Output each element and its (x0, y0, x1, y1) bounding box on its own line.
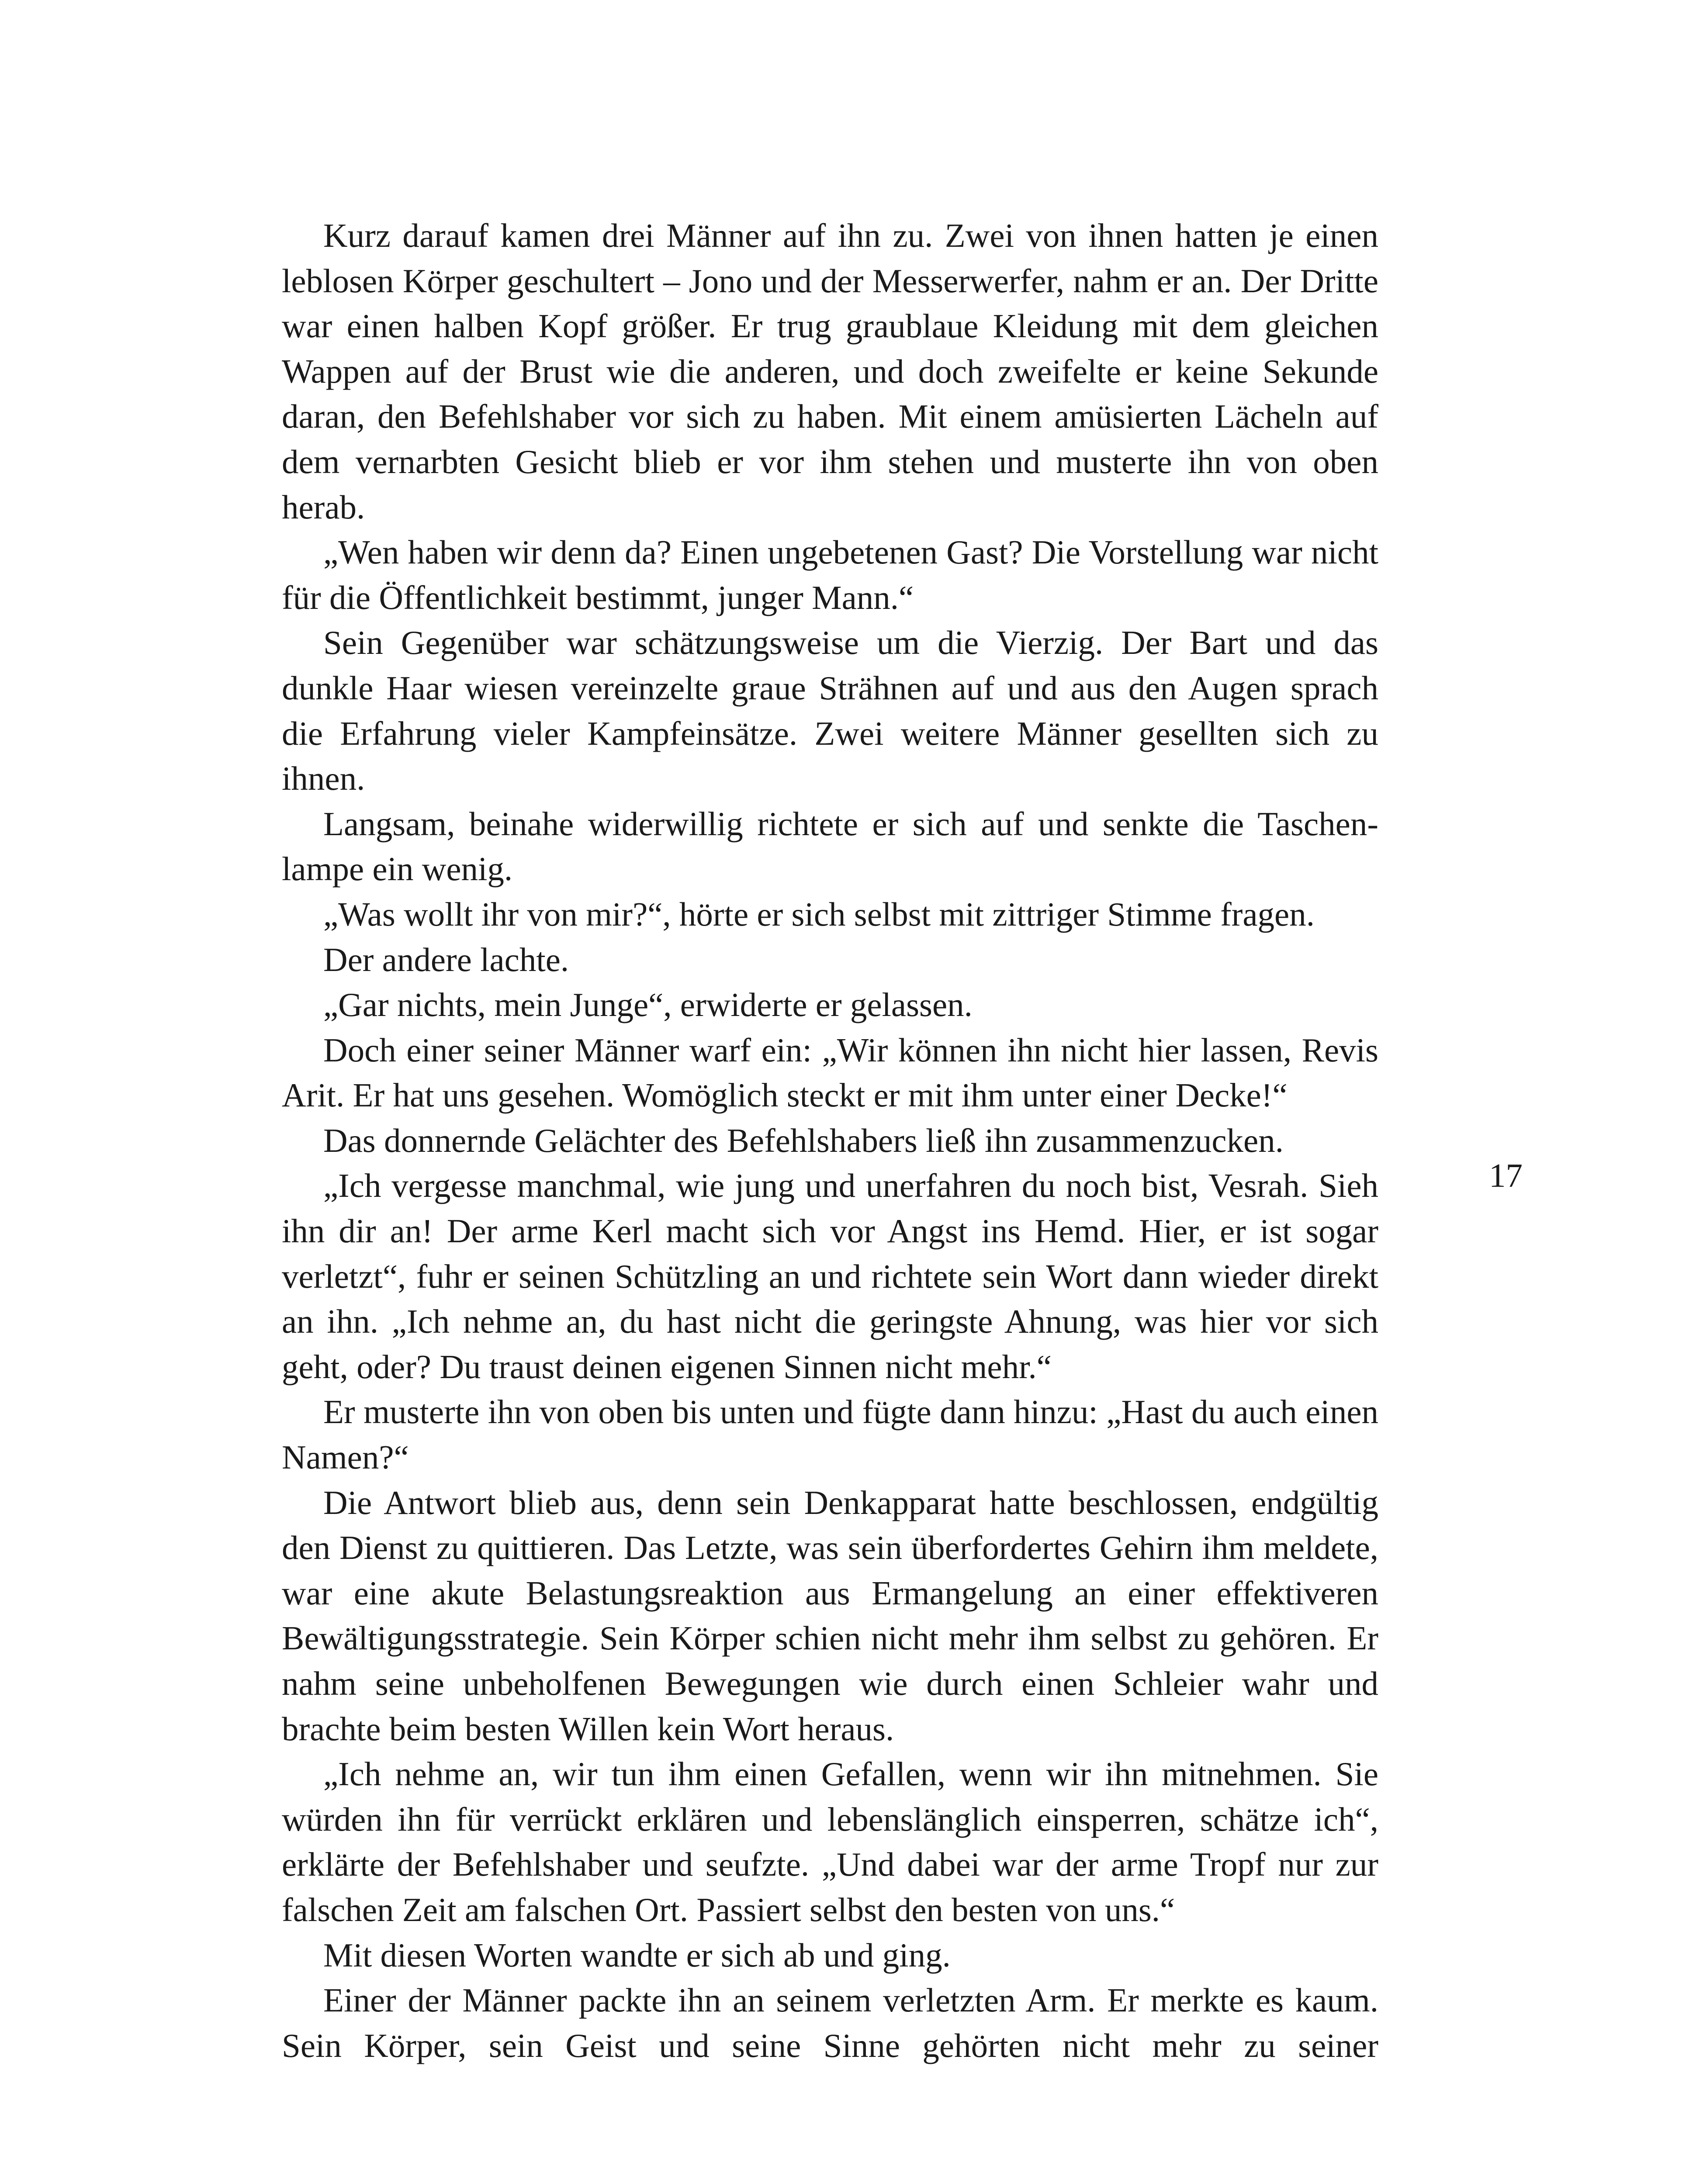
paragraph: Sein Gegenüber war schätzungsweise um die Vierzig. Der Bart und das dunkle Haar wiesen vereinzelte graue Strähnen auf und aus den Augen sprach die Erfahrung vieler Kampfeinsätze. Zwei weitere Männer gesellten sich zu ihnen. (282, 624, 1378, 798)
paragraph: „Ich nehme an, wir tun ihm einen Gefallen, wenn wir ihn mitnehmen. Sie würden ihn für verrückt erklären und lebenslänglich einsperren, schätze ich“, erklärte der Befehlshaber und seufzte. „Und dabei war der arme Tropf nur zur falschen Zeit am falschen Ort. Passiert selbst den besten von uns.“ (282, 1755, 1378, 1928)
paragraph: Langsam, beinahe widerwillig richtete er sich auf und senkte die Taschenlampe ein wenig. (282, 805, 1378, 888)
page-number: 17 (1489, 1157, 1523, 1194)
paragraph: Die Antwort blieb aus, denn sein Denkapparat hatte beschlossen, endgültig den Dienst zu quittieren. Das Letzte, was sein überfordertes Gehirn ihm meldete, war eine akute Belastungsreaktion aus Ermangelung an einer effektiveren Bewältigungsstrategie. Sein Körper schien nicht mehr ihm selbst zu gehören. Er nahm seine unbeholfenen Bewegungen wie durch einen Schleier wahr und brachte beim besten Willen kein Wort heraus. (282, 1483, 1378, 1748)
paragraph: „Wen haben wir denn da? Einen ungebetenen Gast? Die Vorstellung war nicht für die Öffentlichkeit bestimmt, junger Mann.“ (282, 533, 1378, 616)
paragraph: Mit diesen Worten wandte er sich ab und ging. (323, 1936, 951, 1974)
paragraph: Er musterte ihn von oben bis unten und fügte dann hinzu: „Hast du auch einen Namen?“ (282, 1393, 1378, 1476)
paragraph: Einer der Männer packte ihn an seinem verletzten Arm. Er merkte es kaum. Sein Körper, sein Geist und seine Sinne gehörten nicht mehr zu seiner (282, 1981, 1378, 2064)
paragraph: Doch einer seiner Männer warf ein: „Wir können ihn nicht hier lassen, Revis Arit. Er hat uns gesehen. Womöglich steckt er mit ihm unter einer Decke!“ (282, 1031, 1378, 1114)
paragraph: Kurz darauf kamen drei Männer auf ihn zu. Zwei von ihnen hatten je einen leblosen Körper geschultert – Jono und der Messerwerfer, nahm er an. Der Dritte war einen halben Kopf größer. Er trug graublaue Kleidung mit dem gleichen Wappen auf der Brust wie die anderen, und doch zweifelte er keine Sekunde daran, den Befehlshaber vor sich zu haben. Mit einem amüsierten Lächeln auf dem vernarbten Gesicht blieb er vor ihm stehen und musterte ihn von oben herab. (282, 217, 1378, 526)
paragraph: „Ich vergesse manchmal, wie jung und unerfahren du noch bist, Vesrah. Sieh ihn dir an! Der arme Kerl macht sich vor Angst ins Hemd. Hier, er ist sogar verletzt“, fuhr er seinen Schützling an und richtete sein Wort dann wieder direkt an ihn. „Ich nehme an, du hast nicht die geringste Ahnung, was hier vor sich geht, oder? Du traust deinen eigenen Sinnen nicht mehr.“ (282, 1167, 1378, 1386)
paragraph: Der andere lachte. (323, 940, 569, 978)
body-text (282, 213, 1378, 2068)
paragraph: Das donnernde Gelächter des Befehlshabers ließ ihn zusammenzucken. (323, 1121, 1284, 1159)
paragraph: „Gar nichts, mein Junge“, erwiderte er gelassen. (323, 986, 973, 1024)
paragraph: „Was wollt ihr von mir?“, hörte er sich selbst mit zittriger Stimme fragen. (323, 895, 1315, 933)
